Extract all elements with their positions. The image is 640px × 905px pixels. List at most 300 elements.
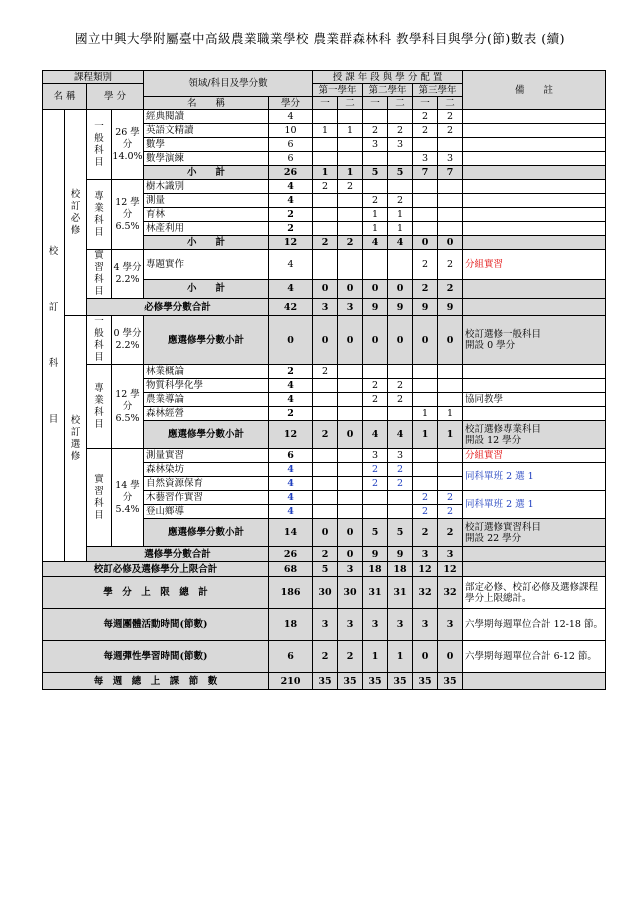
semester-header: 二 [338,97,363,110]
subject-name: 英語文精讀 [144,124,269,138]
value-cell [413,379,438,393]
value-cell: 2 [363,379,388,393]
subject-name: 木藝習作實習 [144,491,269,505]
practical-credits: 14 學分 5.4% [112,449,144,547]
value-cell: 0 [388,279,413,298]
note-cell: 校訂選修一般科目 開設 0 學分 [463,316,606,365]
subject-credits: 10 [269,124,313,138]
subject-credits: 6 [269,152,313,166]
subject-credits: 4 [269,250,313,280]
subject-name: 樹木識別 [144,180,269,194]
note-cell [463,279,606,298]
value-cell: 1 [363,641,388,673]
value-cell [313,393,338,407]
value-cell [413,393,438,407]
value-cell: 186 [269,577,313,609]
value-cell [338,463,363,477]
note-cell [463,379,606,393]
school-subjects-label: 校 訂 科 目 [43,110,65,562]
value-cell: 2 [388,477,413,491]
value-cell [438,208,463,222]
value-cell: 1 [438,407,463,421]
value-cell [438,393,463,407]
subject-name: 測量實習 [144,449,269,463]
value-cell [388,180,413,194]
subject-name: 數學演練 [144,152,269,166]
subject-name: 登山鄉導 [144,505,269,519]
value-cell: 2 [438,110,463,124]
note-cell [463,180,606,194]
name-header: 名 稱 [43,84,87,110]
value-cell: 32 [438,577,463,609]
value-cell [313,222,338,236]
value-cell [413,477,438,491]
value-cell: 9 [363,299,388,316]
value-cell [338,365,363,379]
value-cell: 3 [363,609,388,641]
value-cell: 2 [363,124,388,138]
value-cell: 1 [388,208,413,222]
value-cell: 12 [413,562,438,577]
note-cell: 六學期每週單位合計 6-12 節。 [463,641,606,673]
value-cell [363,180,388,194]
value-cell: 3 [438,547,463,562]
value-cell: 2 [413,124,438,138]
value-cell: 31 [388,577,413,609]
practical-credits: 4 學分 2.2% [112,250,144,299]
value-cell: 3 [413,152,438,166]
value-cell: 3 [313,299,338,316]
value-cell: 2 [388,194,413,208]
value-cell [338,505,363,519]
professional-credits: 12 學分 6.5% [112,365,144,449]
value-cell: 0 [363,279,388,298]
subject-name: 育林 [144,208,269,222]
value-cell: 2 [313,180,338,194]
value-cell [313,463,338,477]
value-cell: 2 [363,463,388,477]
semester-header: 一 [413,97,438,110]
value-cell: 3 [338,562,363,577]
value-cell: 0 [363,316,388,365]
note-cell [463,166,606,180]
value-cell: 1 [313,124,338,138]
value-cell: 2 [413,505,438,519]
value-cell: 2 [413,491,438,505]
value-cell [313,477,338,491]
value-cell [338,393,363,407]
value-cell: 35 [388,673,413,690]
value-cell: 3 [388,449,413,463]
subject-credits: 2 [269,407,313,421]
note-cell: 校訂選修實習科目 開設 22 學分 [463,519,606,547]
subject-credits: 6 [269,449,313,463]
value-cell: 3 [438,152,463,166]
value-cell [313,110,338,124]
value-cell [313,208,338,222]
semester-header: 二 [388,97,413,110]
value-cell [313,407,338,421]
note-cell [463,208,606,222]
value-cell: 0 [388,316,413,365]
value-cell [338,449,363,463]
elective-subtotal-label: 應選修學分數小計 [144,519,269,547]
value-cell: 30 [338,577,363,609]
credits-header: 學 分 [87,84,144,110]
value-cell: 0 [313,279,338,298]
note-cell: 六學期每週單位合計 12-18 節。 [463,609,606,641]
optional-study-label: 每週彈性學習時間(節數) [43,641,269,673]
value-cell: 4 [363,236,388,250]
note-cell [463,222,606,236]
value-cell: 0 [438,316,463,365]
value-cell [388,505,413,519]
value-cell: 0 [338,279,363,298]
value-cell: 1 [313,166,338,180]
value-cell: 12 [269,421,313,449]
semester-header: 一 [363,97,388,110]
value-cell: 18 [388,562,413,577]
note-cell [463,365,606,379]
note-cell [463,152,606,166]
value-cell: 35 [413,673,438,690]
value-cell: 9 [413,299,438,316]
value-cell: 7 [413,166,438,180]
value-cell: 2 [313,641,338,673]
value-cell [363,407,388,421]
value-cell: 2 [388,393,413,407]
value-cell: 2 [438,505,463,519]
value-cell: 18 [363,562,388,577]
value-cell [338,208,363,222]
value-cell: 35 [313,673,338,690]
subject-credits-header: 學分 [269,97,313,110]
subtotal-label: 小 計 [144,279,269,298]
value-cell: 1 [388,222,413,236]
value-cell [413,222,438,236]
subject-credits: 4 [269,393,313,407]
value-cell [438,477,463,491]
value-cell [413,463,438,477]
value-cell: 1 [338,166,363,180]
value-cell: 0 [313,316,338,365]
value-cell: 1 [363,222,388,236]
value-cell: 68 [269,562,313,577]
value-cell: 6 [269,641,313,673]
value-cell: 26 [269,547,313,562]
note-header: 備 註 [463,71,606,110]
note-cell: 同科單班 2 選 1 [463,463,606,491]
elective-subtotal-label: 應選修學分數小計 [144,421,269,449]
value-cell [438,365,463,379]
subject-credits: 4 [269,379,313,393]
subject-name-header: 名 稱 [144,97,269,110]
note-cell [463,236,606,250]
value-cell: 0 [413,236,438,250]
allocation-header: 授 課 年 段 與 學 分 配 置 [313,71,463,84]
value-cell: 1 [413,421,438,449]
note-cell [463,407,606,421]
value-cell: 2 [313,547,338,562]
subject-credits: 4 [269,110,313,124]
value-cell: 2 [363,194,388,208]
value-cell: 0 [338,547,363,562]
value-cell: 12 [438,562,463,577]
subject-credits: 2 [269,222,313,236]
value-cell [313,152,338,166]
value-cell [338,138,363,152]
year3-header: 第三學年 [413,84,463,97]
value-cell: 4 [269,279,313,298]
value-cell: 2 [338,641,363,673]
professional-label: 專 業 科 目 [87,180,112,250]
value-cell: 2 [438,491,463,505]
subject-name: 專題實作 [144,250,269,280]
value-cell [313,138,338,152]
subject-credits: 6 [269,138,313,152]
value-cell [313,505,338,519]
note-cell: 分組實習 [463,449,606,463]
page-title: 國立中興大學附屬臺中高級農業職業學校 農業群森林科 教學科目與學分(節)數表 (續) [75,31,565,46]
value-cell: 2 [438,279,463,298]
value-cell [388,491,413,505]
value-cell [413,365,438,379]
note-cell [463,673,606,690]
value-cell [438,379,463,393]
value-cell: 2 [413,250,438,280]
note-cell [463,110,606,124]
value-cell: 30 [313,577,338,609]
subtotal-label: 小 計 [144,236,269,250]
value-cell: 31 [363,577,388,609]
value-cell: 2 [388,124,413,138]
value-cell [388,152,413,166]
subject-credits: 4 [269,194,313,208]
value-cell: 9 [363,547,388,562]
value-cell: 2 [413,519,438,547]
value-cell: 2 [338,180,363,194]
note-cell [463,299,606,316]
general-label: 一 般 科 目 [87,110,112,180]
value-cell: 2 [438,250,463,280]
value-cell: 4 [388,421,413,449]
value-cell [313,449,338,463]
value-cell: 3 [388,609,413,641]
value-cell [313,194,338,208]
value-cell: 2 [413,279,438,298]
course-category-header: 課程類別 [43,71,144,84]
value-cell: 32 [413,577,438,609]
value-cell: 5 [363,519,388,547]
value-cell: 3 [338,299,363,316]
value-cell: 0 [438,236,463,250]
value-cell [438,194,463,208]
value-cell: 0 [338,316,363,365]
value-cell [413,138,438,152]
professional-label: 專 業 科 目 [87,365,112,449]
practical-label: 實 習 科 目 [87,449,112,547]
value-cell: 2 [313,365,338,379]
practical-label: 實 習 科 目 [87,250,112,299]
value-cell: 2 [438,519,463,547]
value-cell: 35 [363,673,388,690]
note-cell [463,547,606,562]
subject-credits: 2 [269,208,313,222]
subject-credits: 4 [269,505,313,519]
value-cell [338,110,363,124]
value-cell: 1 [413,407,438,421]
note-cell [463,138,606,152]
value-cell [363,365,388,379]
subject-name: 林產利用 [144,222,269,236]
value-cell [438,463,463,477]
note-cell: 校訂選修專業科目 開設 12 學分 [463,421,606,449]
value-cell: 0 [413,316,438,365]
school-required-label: 校 訂 必 修 [65,110,87,316]
note-cell [463,124,606,138]
year2-header: 第二學年 [363,84,413,97]
value-cell [413,449,438,463]
value-cell [388,110,413,124]
credit-limit-label: 學 分 上 限 總 計 [43,577,269,609]
value-cell [338,379,363,393]
subject-name: 森林染坊 [144,463,269,477]
value-cell [388,250,413,280]
value-cell: 14 [269,519,313,547]
value-cell: 18 [269,609,313,641]
note-cell [463,562,606,577]
subject-name: 森林經營 [144,407,269,421]
value-cell: 0 [338,519,363,547]
value-cell: 3 [438,609,463,641]
value-cell [363,505,388,519]
value-cell [388,407,413,421]
value-cell [313,491,338,505]
curriculum-table [42,70,606,690]
subject-name: 農業導論 [144,393,269,407]
general-credits: 0 學分 2.2% [112,316,144,365]
subject-name: 測量 [144,194,269,208]
value-cell [438,222,463,236]
value-cell: 5 [363,166,388,180]
value-cell [313,250,338,280]
value-cell: 35 [438,673,463,690]
note-cell: 協同教學 [463,393,606,407]
value-cell: 0 [413,641,438,673]
value-cell: 3 [313,609,338,641]
value-cell: 9 [388,547,413,562]
value-cell: 0 [269,316,313,365]
value-cell: 1 [388,641,413,673]
value-cell: 3 [413,609,438,641]
value-cell: 0 [313,519,338,547]
value-cell: 0 [438,641,463,673]
elective-subtotal-label: 應選修學分數小計 [144,316,269,365]
value-cell: 5 [388,519,413,547]
value-cell: 42 [269,299,313,316]
value-cell: 3 [338,609,363,641]
value-cell: 3 [413,547,438,562]
value-cell: 4 [388,236,413,250]
subject-name: 物質科學化學 [144,379,269,393]
general-label: 一 般 科 目 [87,316,112,365]
value-cell: 2 [363,393,388,407]
note-cell: 同科單班 2 選 1 [463,491,606,519]
note-cell: 分組實習 [463,250,606,280]
value-cell: 3 [363,449,388,463]
value-cell: 9 [438,299,463,316]
required-total-label: 必修學分數合計 [87,299,269,316]
club-label: 每週團體活動時間(節數) [43,609,269,641]
subject-name: 經典閱讀 [144,110,269,124]
value-cell: 1 [338,124,363,138]
value-cell: 1 [438,421,463,449]
combined-limit-label: 校訂必修及選修學分上限合計 [43,562,269,577]
value-cell: 2 [313,421,338,449]
value-cell [363,152,388,166]
value-cell [338,477,363,491]
value-cell: 35 [338,673,363,690]
subject-name: 林業概論 [144,365,269,379]
value-cell [338,194,363,208]
value-cell [413,180,438,194]
value-cell [338,407,363,421]
value-cell: 2 [388,379,413,393]
value-cell: 9 [388,299,413,316]
value-cell: 0 [338,421,363,449]
value-cell [438,138,463,152]
subject-credits: 4 [269,477,313,491]
value-cell [363,491,388,505]
value-cell: 210 [269,673,313,690]
value-cell: 4 [363,421,388,449]
value-cell: 3 [363,138,388,152]
subject-credits: 2 [269,365,313,379]
subtotal-label: 小 計 [144,166,269,180]
value-cell [413,194,438,208]
value-cell [338,250,363,280]
value-cell [338,222,363,236]
subject-credits: 4 [269,180,313,194]
subject-name: 自然資源保育 [144,477,269,491]
value-cell [438,449,463,463]
value-cell: 2 [438,124,463,138]
value-cell [388,365,413,379]
semester-header: 二 [438,97,463,110]
subject-credits: 4 [269,463,313,477]
value-cell [438,180,463,194]
value-cell: 2 [388,463,413,477]
value-cell [338,491,363,505]
school-elective-label: 校 訂 選 修 [65,316,87,562]
semester-header: 一 [313,97,338,110]
value-cell: 5 [313,562,338,577]
value-cell: 2 [413,110,438,124]
value-cell [363,110,388,124]
note-cell [463,194,606,208]
subject-name: 數學 [144,138,269,152]
value-cell [338,152,363,166]
elective-total-label: 選修學分數合計 [87,547,269,562]
value-cell: 26 [269,166,313,180]
value-cell: 5 [388,166,413,180]
domain-subject-header: 領域/科目及學分數 [144,71,313,97]
note-cell: 部定必修、校訂必修及選修課程學分上限總計。 [463,577,606,609]
value-cell: 7 [438,166,463,180]
value-cell: 2 [363,477,388,491]
value-cell [363,250,388,280]
value-cell: 12 [269,236,313,250]
